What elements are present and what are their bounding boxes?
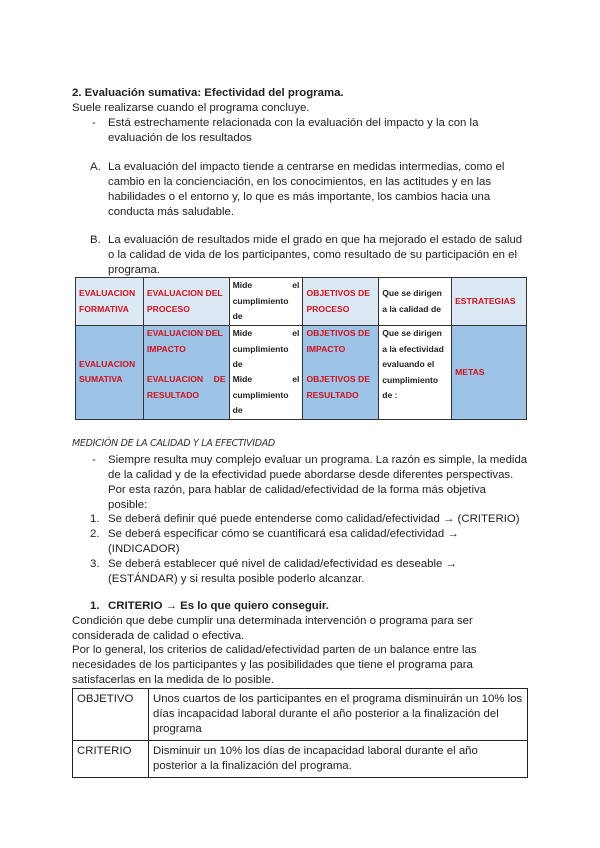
list-item <box>90 527 533 557</box>
cell-text: EVALUACION DE RESULTADO <box>146 374 226 400</box>
list-item-text: La evaluación del impacto tiende a centrarse en medidas intermedias, como el cambio en la concienciación, en los conocimientos, en las actitudes y en las habilidades o el entorno y, lo que es más importante, los cambios hacia una conducta más saludable. <box>108 161 505 218</box>
criterio-paragraph-2: Por lo general, los criterios de calidad/efectividad parten de un balance entre las necesidades de los participantes y las posibilidades que tiene el programa para satisfacerlas en la medida de lo posible. <box>72 644 477 686</box>
dash-item-text: Está estrechamente relacionada con la evaluación del impacto y la con la evaluación de los resultados <box>108 117 479 144</box>
cell-label: OBJETIVO <box>73 689 149 741</box>
dash-marker: - <box>92 117 96 129</box>
dash-item-text: Siempre resulta muy complejo evaluar un programa. La razón es simple, la medida de la calidad y de la efectividad puede abordarse desde diferentes perspectivas. Por esta razón, para hablar de calidad/efectividad de la forma más objetiva posible: <box>108 454 528 511</box>
criterio-paragraph-1: Condición que debe cumplir una determinada intervención o programa para ser considerada de calidad o efectiva. <box>72 615 473 642</box>
cell <box>229 326 303 420</box>
cell: ESTRATEGIAS <box>452 278 527 326</box>
cell: Que se dirigen a la calidad de <box>379 278 452 326</box>
cell-label: CRITERIO <box>73 741 149 778</box>
criterio-table <box>72 688 528 778</box>
cell: EVALUACION FORMATIVA <box>76 278 144 326</box>
table-row <box>73 689 528 741</box>
cell <box>303 326 379 420</box>
list-item-b <box>90 233 528 278</box>
cell-text: EVALUACION DEL IMPACTO <box>146 328 223 354</box>
list-marker: B. <box>90 234 101 246</box>
list-marker: A. <box>90 161 101 173</box>
list-item-text: Se deberá establecer qué nivel de calidad/efectividad es deseable → (ESTÁNDAR) y si resulta posible poderlo alcanzar. <box>108 558 457 585</box>
cell: Mide el cumplimiento de <box>229 278 303 326</box>
criterio-heading <box>90 599 329 614</box>
list-marker: 1. <box>90 600 100 612</box>
list-item-text: Se deberá definir qué puede entenderse como calidad/efectividad → (CRITERIO) <box>108 513 520 525</box>
list-item-a <box>90 160 523 220</box>
section-title: 2. Evaluación sumativa: Efectividad del programa. <box>72 87 344 99</box>
table-row <box>76 278 527 326</box>
cell-text: Unos cuartos de los participantes en el programa disminuirán un 10% los días incapacidad laboral durante el año posterior a la finalización del programa <box>149 689 528 741</box>
list-item-text: Se deberá especificar cómo se cuantificará esa calidad/efectividad → (INDICADOR) <box>108 528 459 555</box>
cell-text: OBJETIVOS DE IMPACTO <box>306 328 370 354</box>
cell-text: OBJETIVOS DE RESULTADO <box>306 374 370 400</box>
dash-item <box>92 453 528 513</box>
cell-text: Mide el cumplimiento de <box>232 374 300 415</box>
evaluation-table <box>75 277 527 420</box>
medicion-heading: MEDICIÓN DE LA CALIDAD Y LA EFECTIVIDAD <box>72 438 275 449</box>
list-marker: 2. <box>90 528 100 540</box>
cell: EVALUACION SUMATIVA <box>76 326 144 420</box>
list-item <box>90 557 508 587</box>
numbered-list <box>90 512 533 587</box>
cell: METAS <box>452 326 527 420</box>
list-item <box>90 512 533 527</box>
list-marker: 1. <box>90 513 100 525</box>
heading-text: CRITERIO → Es lo que quiero conseguir. <box>108 600 329 612</box>
dash-item <box>92 116 528 146</box>
list-marker: 3. <box>90 558 100 570</box>
cell-text: Disminuir un 10% los días de incapacidad laboral durante el año posterior a la finalización del programa. <box>149 741 528 778</box>
cell: EVALUACION DEL PROCESO <box>143 278 229 326</box>
section-intro: Suele realizarse cuando el programa concluye. <box>72 102 310 114</box>
table-row <box>73 741 528 778</box>
cell <box>143 326 229 420</box>
list-item-text: La evaluación de resultados mide el grado en que ha mejorado el estado de salud o la calidad de vida de los participantes, como resultado de su participación en el programa. <box>108 234 523 276</box>
cell: Que se dirigen a la efectividad evaluando el cumplimiento de : <box>379 326 452 420</box>
dash-marker: - <box>92 454 96 466</box>
cell: OBJETIVOS DE PROCESO <box>303 278 379 326</box>
table-row <box>76 326 527 420</box>
cell-text: Mide el cumplimiento de <box>232 328 300 369</box>
